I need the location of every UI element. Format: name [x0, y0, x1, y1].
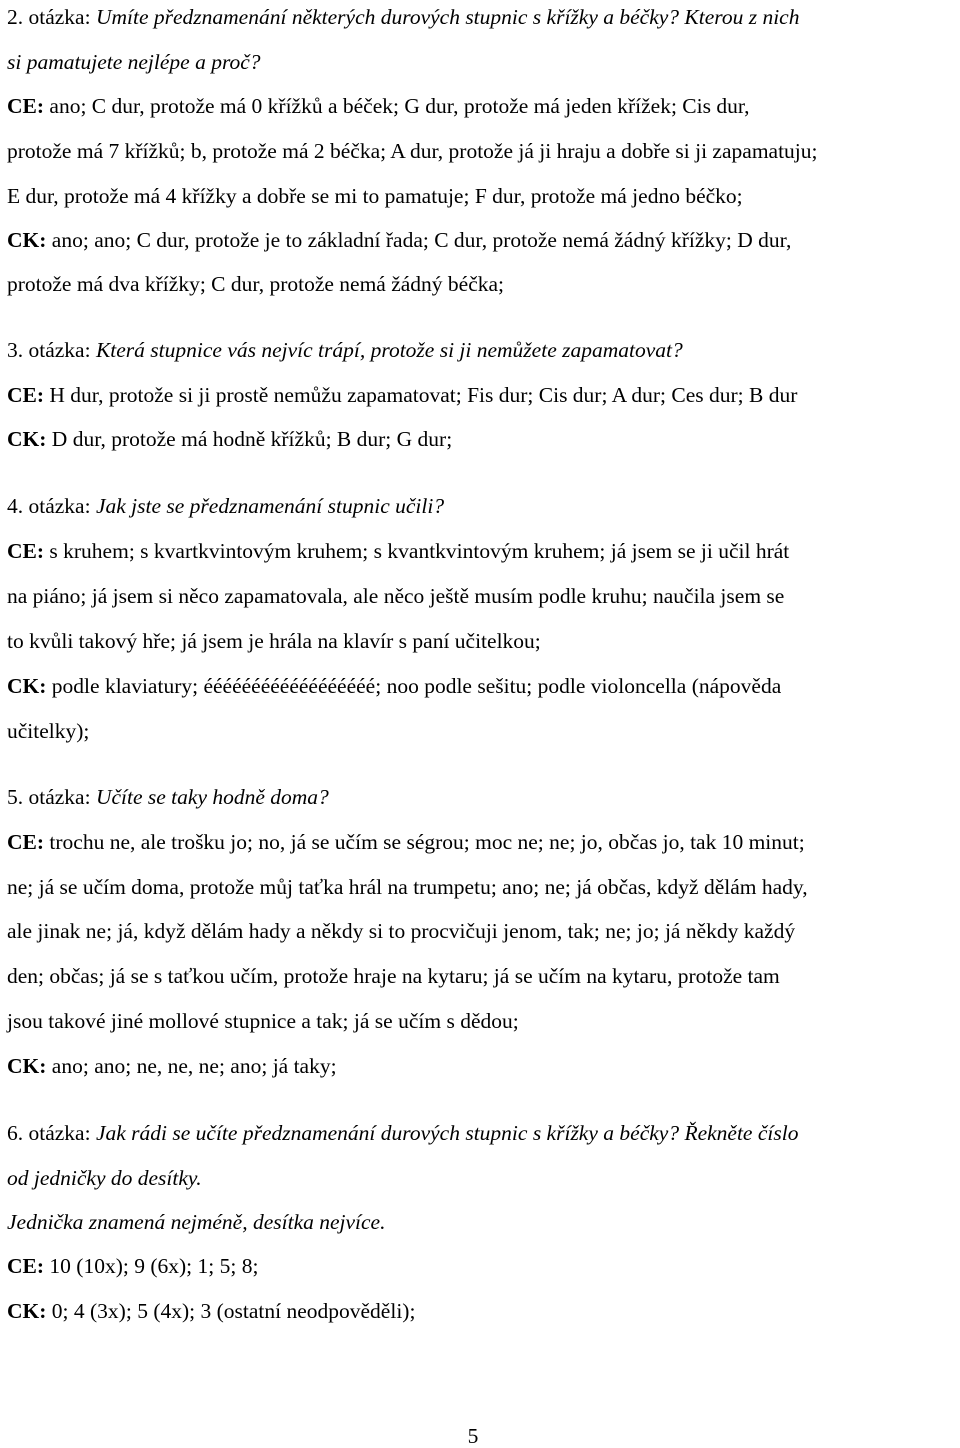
answer-text-line: jsou takové jiné mollové stupnice a tak; já se učím s dědou;	[7, 1009, 519, 1033]
answer-text-line: protože má 7 křížků; b, protože má 2 béčka; A dur, protože já ji hraju a dobře si ji zapamatuju;	[7, 139, 818, 163]
answer-text: ano; ano; ne, ne, ne; ano; já taky;	[46, 1054, 337, 1078]
answer-text: D dur, protože má hodně křížků; B dur; G dur;	[46, 427, 453, 451]
answer-ck	[7, 1297, 415, 1325]
answer-text: 10 (10x); 9 (6x); 1; 5; 8;	[44, 1254, 259, 1278]
question-text-line: od jedničky do desítky.	[7, 1166, 202, 1190]
question-number: 5. otázka:	[7, 785, 96, 809]
question-2-heading	[7, 3, 799, 31]
question-text: Jak jste se předznamenání stupnic učili?	[95, 494, 445, 518]
answer-label: CE:	[7, 539, 45, 563]
answer-text-line: na piáno; já jsem si něco zapamatovala, ale něco ještě musím podle kruhu; naučila jsem se	[7, 584, 785, 608]
answer-text: trochu ne, ale trošku jo; no, já se učím se ségrou; moc ne; ne; jo, občas jo, tak 10 minut;	[44, 830, 805, 854]
question-number: 6. otázka:	[7, 1121, 96, 1145]
answer-text: podle klaviatury; éééééééééééééééééé; noo podle sešitu; podle violoncella (nápověda	[46, 674, 782, 698]
answer-label: CK:	[7, 1054, 47, 1078]
answer-text: ano; C dur, protože má 0 křížků a béček; G dur, protože má jeden křížek; Cis dur,	[44, 94, 750, 118]
answer-label: CK:	[7, 674, 47, 698]
answer-label: CE:	[7, 1254, 45, 1278]
answer-label: CK:	[7, 1299, 47, 1323]
question-text: Která stupnice vás nejvíc trápí, protože si ji nemůžete zapamatovat?	[95, 338, 683, 362]
answer-ck	[7, 425, 452, 453]
answer-text: s kruhem; s kvartkvintovým kruhem; s kvantkvintovým kruhem; já jsem se ji učil hrát	[44, 539, 790, 563]
answer-text-line: ne; já se učím doma, protože můj taťka hrál na trumpetu; ano; ne; já občas, když dělám hady,	[7, 875, 808, 899]
answer-ck	[7, 1052, 337, 1080]
answer-label: CE:	[7, 830, 45, 854]
question-number: 2. otázka:	[7, 5, 96, 29]
question-6-heading	[7, 1119, 798, 1147]
answer-ce	[7, 828, 805, 856]
answer-text-line: učitelky);	[7, 719, 90, 743]
question-text: Jak rádi se učíte předznamenání durových stupnic s křížky a béčky? Řekněte číslo	[95, 1121, 799, 1145]
answer-text: 0; 4 (3x); 5 (4x); 3 (ostatní neodpověděli);	[46, 1299, 416, 1323]
question-3-heading	[7, 336, 683, 364]
answer-text-line: den; občas; já se s taťkou učím, protože hraje na kytaru; já se učím na kytaru, protože tam	[7, 964, 780, 988]
answer-text-line: ale jinak ne; já, když dělám hady a někdy si to procvičuji jenom, tak; ne; jo; já někdy každý	[7, 919, 796, 943]
question-4-heading	[7, 492, 444, 520]
answer-ce	[7, 92, 750, 120]
answer-ce	[7, 537, 789, 565]
answer-label: CE:	[7, 383, 45, 407]
question-number: 4. otázka:	[7, 494, 96, 518]
answer-ck	[7, 226, 791, 254]
question-2-heading-cont	[7, 48, 261, 76]
answer-ck	[7, 672, 781, 700]
answer-text: H dur, protože si ji prostě nemůžu zapamatovat; Fis dur; Cis dur; A dur; Ces dur; B dur	[44, 383, 798, 407]
answer-text: ano; ano; C dur, protože je to základní řada; C dur, protože nemá žádný křížky; D dur,	[46, 228, 792, 252]
question-note: Jednička znamená nejméně, desítka nejvíce.	[7, 1210, 386, 1234]
question-5-heading	[7, 783, 329, 811]
answer-ce	[7, 1252, 258, 1280]
page-number: 5	[467, 1424, 479, 1448]
question-text: si pamatujete nejlépe a proč?	[7, 50, 261, 74]
question-text: Učíte se taky hodně doma?	[95, 785, 329, 809]
answer-text-line: to kvůli takový hře; já jsem je hrála na klavír s paní učitelkou;	[7, 629, 541, 653]
question-number: 3. otázka:	[7, 338, 96, 362]
answer-label: CE:	[7, 94, 45, 118]
answer-label: CK:	[7, 427, 47, 451]
answer-ce	[7, 381, 797, 409]
answer-text-line: protože má dva křížky; C dur, protože nemá žádný béčka;	[7, 272, 505, 296]
question-text: Umíte předznamenání některých durových stupnic s křížky a béčky? Kterou z nich	[95, 5, 800, 29]
answer-text-line: E dur, protože má 4 křížky a dobře se mi to pamatuje; F dur, protože má jedno béčko;	[7, 184, 743, 208]
answer-label: CK:	[7, 228, 47, 252]
